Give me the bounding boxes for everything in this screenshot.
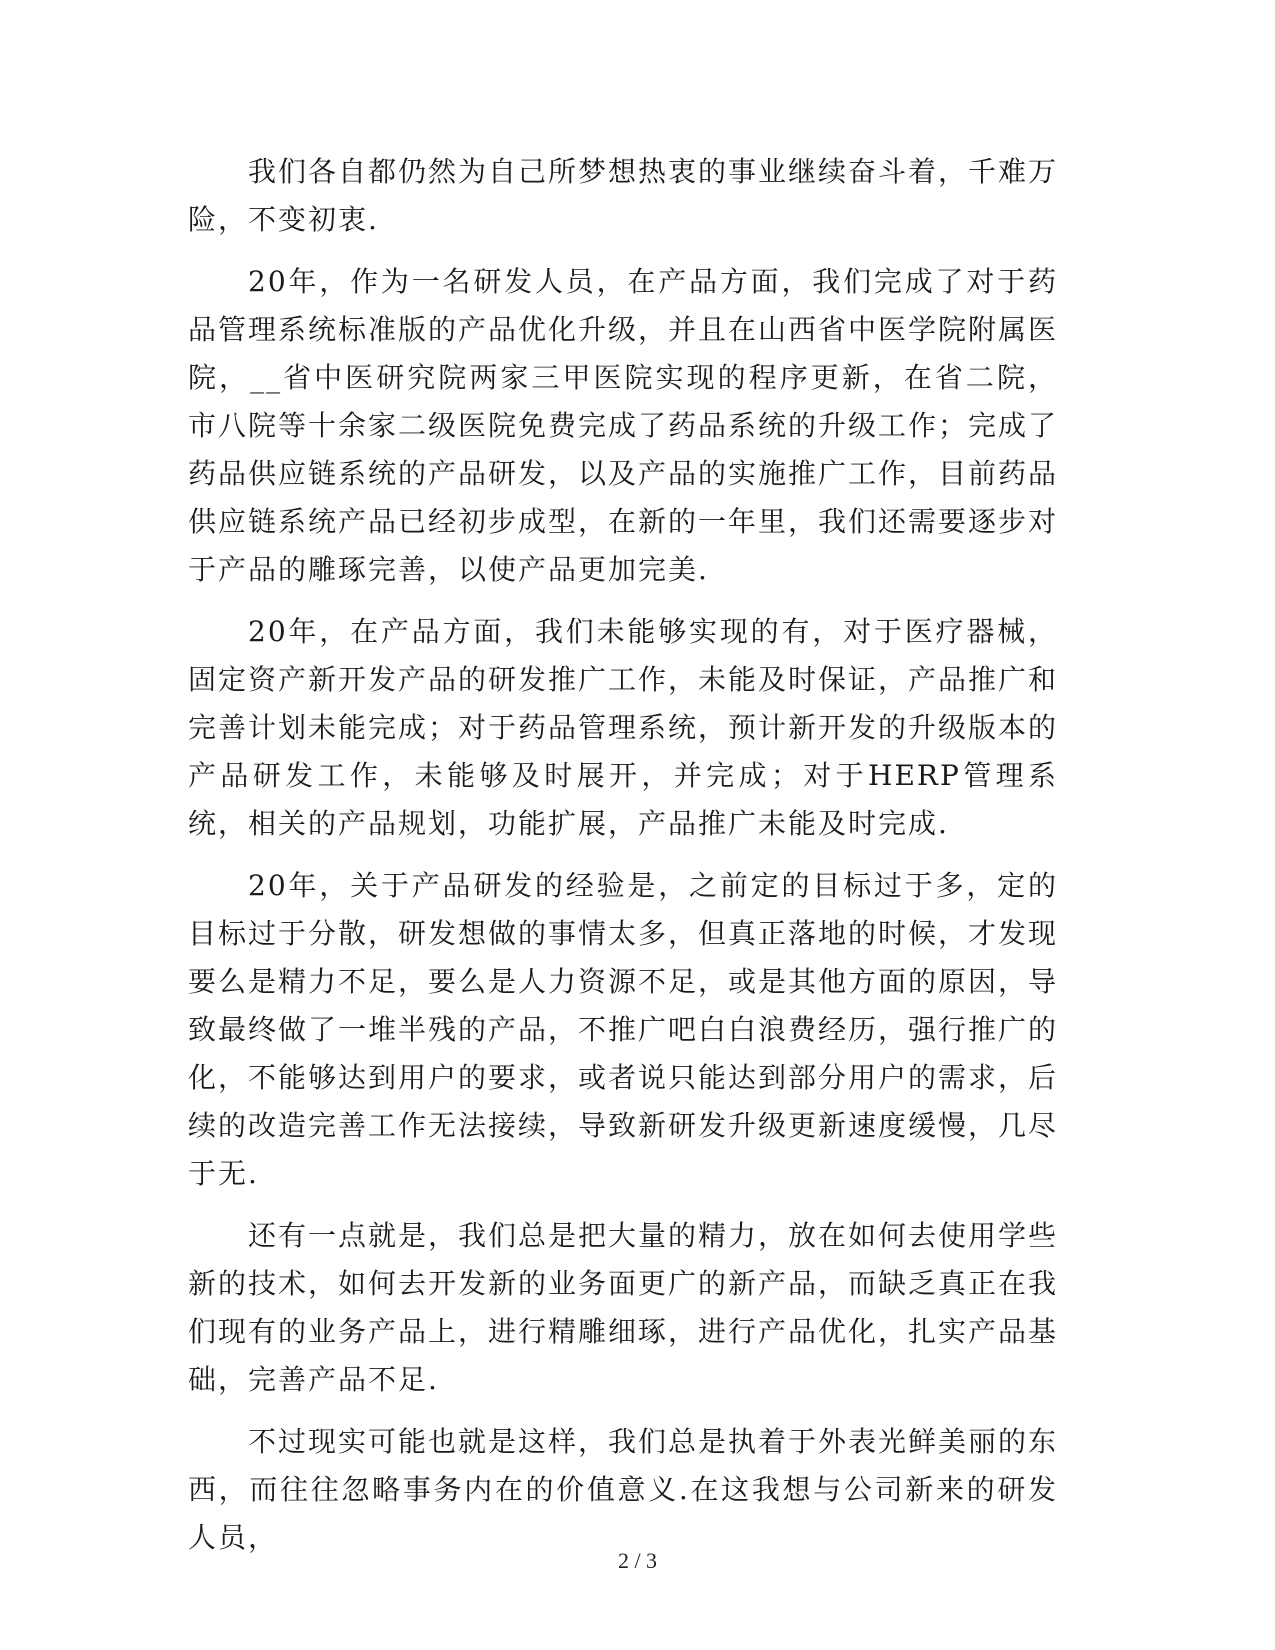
paragraph-2: 20年，作为一名研发人员，在产品方面，我们完成了对于药品管理系统标准版的产品优化升级，并且在山西省中医学院附属医院，__省中医研究院两家三甲医院实现的程序更新，在省二院，市八院等十余家二级医院免费完成了药品系统的升级工作；完成了药品供应链系统的产品研发，以及产品的实施推广工作，目前药品供应链系统产品已经初步成型，在新的一年里，我们还需要逐步对于产品的雕琢完善，以使产品更加完美. xyxy=(188,265,1059,586)
paragraph-5: 还有一点就是，我们总是把大量的精力，放在如何去使用学些新的技术，如何去开发新的业务面更广的新产品，而缺乏真正在我们现有的业务产品上，进行精雕细琢，进行产品优化，扎实产品基础，完善产品不足. xyxy=(188,1219,1059,1396)
paragraph-4: 20年，关于产品研发的经验是，之前定的目标过于多，定的目标过于分散，研发想做的事情太多，但真正落地的时候，才发现要么是精力不足，要么是人力资源不足，或是其他方面的原因，导致最终做了一堆半残的产品，不推广吧白白浪费经历，强行推广的化，不能够达到用户的要求，或者说只能达到部分用户的需求，后续的改造完善工作无法接续，导致新研发升级更新速度缓慢，几尽于无. xyxy=(188,869,1059,1190)
paragraph-6: 不过现实可能也就是这样，我们总是执着于外表光鲜美丽的东西，而往往忽略事务内在的价值意义.在这我想与公司新来的研发人员， xyxy=(188,1425,1059,1554)
page-number: 2 / 3 xyxy=(617,1548,658,1573)
paragraph-3: 20年，在产品方面，我们未能够实现的有，对于医疗器械，固定资产新开发产品的研发推广工作，未能及时保证，产品推广和完善计划未能完成；对于药品管理系统，预计新开发的升级版本的产品研发工作，未能够及时展开，并完成；对于HERP管理系统，相关的产品规划，功能扩展，产品推广未能及时完成. xyxy=(188,615,1059,840)
paragraph-1: 我们各自都仍然为自己所梦想热衷的事业继续奋斗着，千难万险，不变初衷. xyxy=(188,155,1059,236)
document-body xyxy=(188,148,1058,1576)
